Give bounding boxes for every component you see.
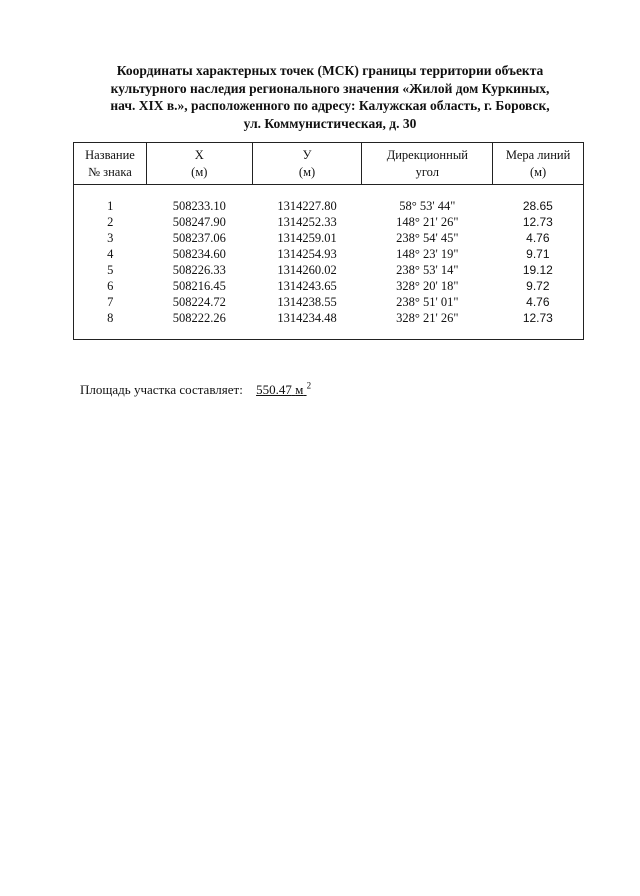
cell-angle: 238° 53' 14" <box>396 263 459 277</box>
cell-length: 12.73 <box>522 311 553 325</box>
header-text: Мера линий <box>505 147 571 162</box>
cell-x: 508222.26 <box>172 311 226 325</box>
table-row <box>74 230 584 246</box>
cell-length: 4.76 <box>526 295 550 309</box>
table-row <box>74 310 584 326</box>
header-text: № знака <box>88 164 132 179</box>
cell-angle: 148° 21' 26" <box>396 215 459 229</box>
table-row <box>74 262 584 278</box>
cell-x: 508216.45 <box>172 279 226 293</box>
cell-angle: 238° 54' 45" <box>396 231 459 245</box>
cell-y: 1314234.48 <box>277 311 337 325</box>
cell-angle: 328° 21' 26" <box>396 311 459 325</box>
area-statement <box>80 382 311 398</box>
header-text: Название <box>85 147 135 162</box>
coordinates-table <box>73 142 584 340</box>
cell-x: 508233.10 <box>172 199 226 213</box>
table-row <box>74 278 584 294</box>
cell-point: 8 <box>107 311 114 325</box>
cell-y: 1314259.01 <box>277 231 337 245</box>
cell-length: 9.71 <box>526 247 550 261</box>
cell-y: 1314254.93 <box>277 247 337 261</box>
header-angle <box>362 143 493 185</box>
cell-length: 9.72 <box>526 279 550 293</box>
table-spacer <box>74 185 584 199</box>
header-length <box>493 143 584 185</box>
cell-y: 1314260.02 <box>277 263 337 277</box>
header-text: У <box>302 147 312 162</box>
document-title <box>60 62 600 132</box>
table-header-row <box>74 143 584 185</box>
header-text: (м) <box>529 164 547 179</box>
cell-length: 12.73 <box>522 215 553 229</box>
header-text: угол <box>415 164 439 179</box>
cell-point: 3 <box>107 231 114 245</box>
title-line-3: нач. XIX в.», расположенного по адресу: Калужская область, г. Боровск, <box>110 98 550 113</box>
cell-x: 508234.60 <box>172 247 226 261</box>
cell-x: 508224.72 <box>172 295 226 309</box>
table-row <box>74 214 584 230</box>
table-row <box>74 294 584 310</box>
area-value-group <box>256 382 306 397</box>
cell-x: 508226.33 <box>172 263 226 277</box>
area-unit: м <box>295 382 304 397</box>
cell-point: 7 <box>107 295 114 309</box>
header-text: Дирекционный <box>386 147 468 162</box>
cell-length: 28.65 <box>522 199 553 213</box>
cell-point: 6 <box>107 279 114 293</box>
cell-point: 4 <box>107 247 114 261</box>
spacer-cell <box>74 185 584 199</box>
title-line-4: ул. Коммунистическая, д. 30 <box>243 115 417 131</box>
cell-point: 1 <box>107 199 114 213</box>
cell-x: 508247.90 <box>172 215 226 229</box>
title-line-1: Координаты характерных точек (МСК) границы территории объекта <box>116 63 544 78</box>
cell-length: 19.12 <box>522 263 553 277</box>
title-line-2: культурного наследия регионального значения «Жилой дом Куркиных, <box>110 80 550 96</box>
area-value: 550.47 <box>256 382 292 397</box>
header-point-name <box>74 143 147 185</box>
header-text: X <box>194 147 204 162</box>
area-label: Площадь участка составляет: <box>80 382 243 397</box>
header-y <box>252 143 362 185</box>
cell-point: 5 <box>107 263 114 277</box>
cell-angle: 238° 51' 01" <box>396 295 459 309</box>
header-text: (м) <box>191 164 208 179</box>
cell-y: 1314227.80 <box>277 199 337 213</box>
table-row <box>74 246 584 262</box>
spacer-cell <box>74 326 584 340</box>
cell-angle: 328° 20' 18" <box>396 279 459 293</box>
cell-angle: 58° 53' 44" <box>399 199 456 213</box>
table-row <box>74 198 584 214</box>
area-unit-exponent: 2 <box>306 380 312 391</box>
cell-point: 2 <box>107 215 114 229</box>
cell-angle: 148° 23' 19" <box>396 247 459 261</box>
header-x <box>146 143 252 185</box>
cell-y: 1314238.55 <box>277 295 337 309</box>
cell-y: 1314243.65 <box>277 279 337 293</box>
table-spacer <box>74 326 584 340</box>
header-text: (м) <box>298 164 316 179</box>
cell-length: 4.76 <box>526 231 550 245</box>
cell-x: 508237.06 <box>172 231 226 245</box>
cell-y: 1314252.33 <box>277 215 337 229</box>
